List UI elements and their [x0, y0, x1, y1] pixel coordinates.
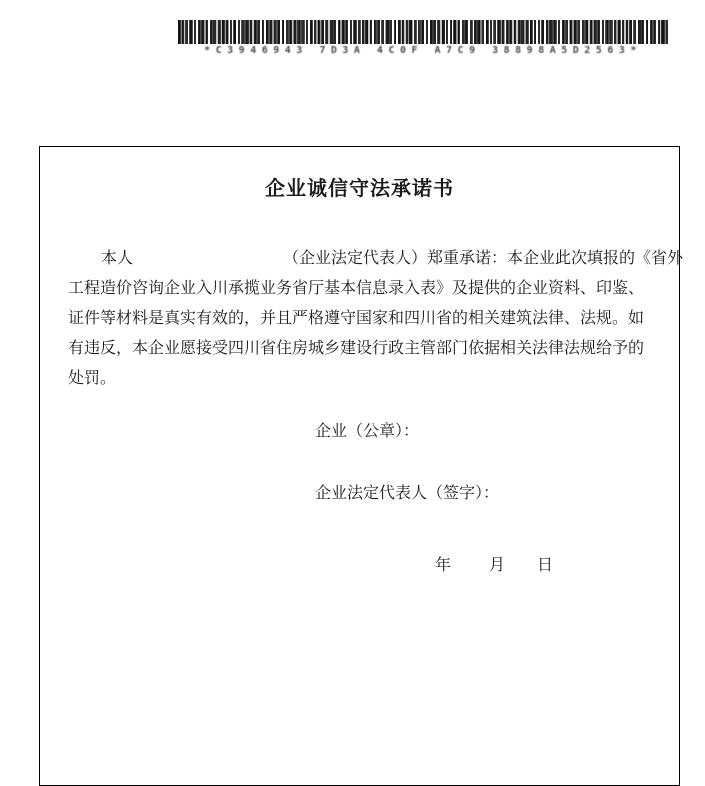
body-line1-rest: （企业法定代表人）郑重承诺：本企业此次填报的《省外: [283, 250, 684, 267]
date-day-label: 日: [537, 557, 554, 574]
date-line: [68, 556, 651, 576]
body-line-1: [68, 244, 684, 274]
body-line-3: 证件等材料是真实有效的，并且严格遵守国家和四川省的相关建筑法律、法规。如: [68, 310, 645, 327]
document-title: 企业诚信守法承诺书: [265, 178, 454, 200]
body-line1-prefix: 本人: [101, 250, 134, 267]
name-blank-space: [133, 262, 283, 263]
body-line-2: 工程造价咨询企业入川承揽业务省厅基本信息录入表》及提供的企业资料、印鉴、: [68, 280, 645, 297]
document-body-paragraph: [68, 244, 684, 394]
commitment-letter-page: [39, 146, 684, 786]
barcode: [178, 20, 668, 56]
barcode-value-text: *C3946943 7D3A 4C0F A7C9 38898A5D2563*: [204, 45, 642, 56]
body-line-5: 处罚。: [68, 370, 117, 387]
body-line-4: 有违反，本企业愿接受四川省住房城乡建设行政主管部门依据相关法律法规给予的: [68, 340, 645, 357]
barcode-bars-image: [178, 20, 668, 44]
company-seal-label: 企业（公章）：: [315, 423, 420, 440]
legal-representative-signature-label: 企业法定代表人（签字）：: [315, 485, 500, 502]
date-month-label: 月: [489, 557, 506, 574]
date-year-label: 年: [435, 557, 452, 574]
